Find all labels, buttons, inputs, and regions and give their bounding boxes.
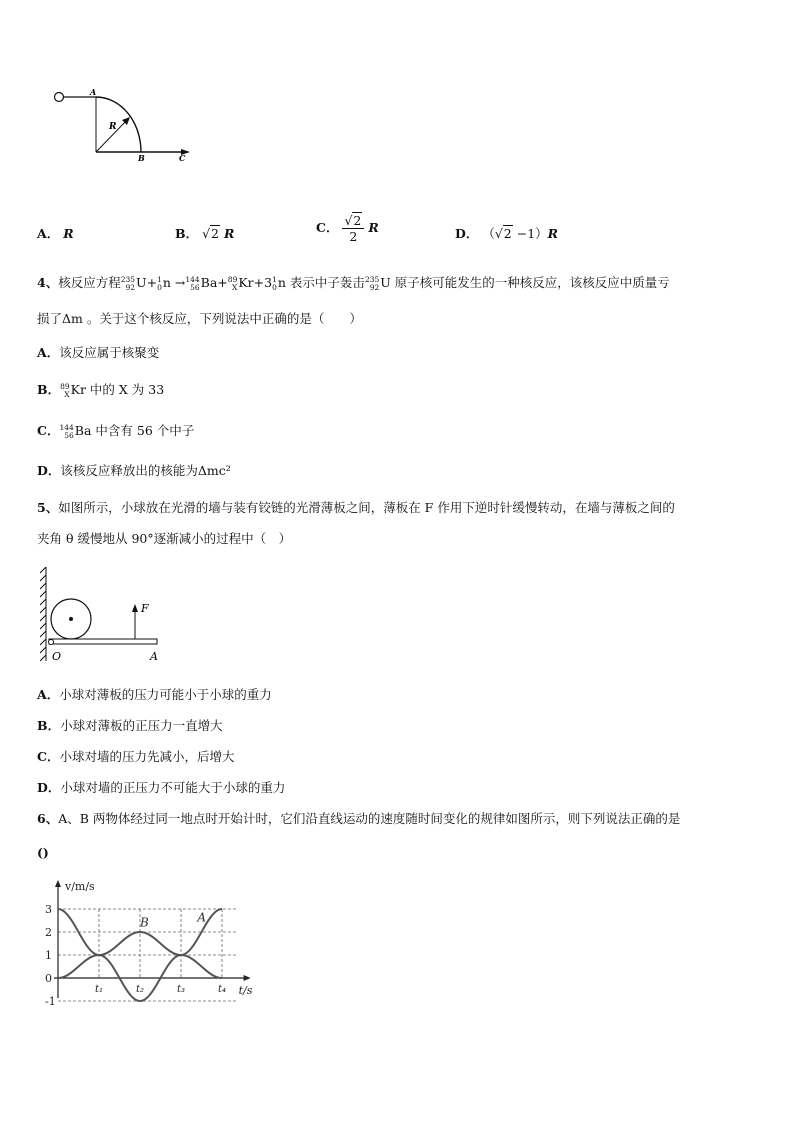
q3-ball xyxy=(55,93,64,102)
y-tick-label: 0 xyxy=(45,972,52,985)
y-axis-arrow xyxy=(55,880,61,887)
q3-option-d[interactable] xyxy=(455,224,558,242)
q3-option-d-value: （√2 −1）R xyxy=(482,226,559,241)
q4-stem-a: 表示中子轰击 xyxy=(289,275,365,290)
option-letter: B． xyxy=(37,382,61,397)
q5-hinge xyxy=(49,640,54,645)
q5-option-b[interactable] xyxy=(37,718,223,734)
q5-option-c[interactable] xyxy=(37,749,234,765)
q6-stem-text1: A、B 两物体经过同一地点时开始计时，它们沿直线运动的速度随时间变化的规律如图所示，则下列说法正确的是 xyxy=(58,811,681,826)
series-a-label: A xyxy=(197,910,207,925)
option-letter: D． xyxy=(37,463,61,478)
q5-stem-line2 xyxy=(37,531,291,547)
q4-option-d[interactable] xyxy=(37,463,231,479)
y-axis-label: v/m/s xyxy=(65,880,95,893)
q3-option-b[interactable] xyxy=(175,224,234,242)
q5-wall-hatching xyxy=(40,567,46,661)
x-axis-arrow xyxy=(244,975,251,981)
q5-board xyxy=(49,639,157,644)
q6-number: 6、 xyxy=(37,811,59,826)
q5-label-o: O xyxy=(52,650,62,663)
option-text: 中含有 56 个中子 xyxy=(95,423,195,438)
series-b-label: B xyxy=(140,915,149,930)
q6-stem-line1 xyxy=(37,811,680,827)
option-letter: C． xyxy=(37,749,60,764)
x-tick-label: t₄ xyxy=(218,984,227,995)
option-letter: C． xyxy=(37,423,60,438)
option-letter: A． xyxy=(37,345,60,360)
option-letter: B． xyxy=(175,226,199,241)
option-letter: A． xyxy=(37,226,60,241)
x-tick-label: t₁ xyxy=(95,984,104,995)
q5-label-f: F xyxy=(141,602,149,615)
option-letter: B． xyxy=(37,718,61,733)
q3-option-a[interactable] xyxy=(37,224,74,242)
q5-number: 5、 xyxy=(37,500,59,515)
y-tick-label: 2 xyxy=(45,926,52,939)
q3-option-c[interactable] xyxy=(316,213,379,244)
q4-stem-line1: 4、核反应方程235 92U+1 0n →144 56Ba+89 XKr+31 0n 表示中子轰击235 92U 原子核可能发生的一种核反应，该核反应中质量亏 xyxy=(37,274,670,292)
option-letter: D． xyxy=(37,780,61,795)
q3-figure xyxy=(50,85,200,165)
q4-option-a[interactable] xyxy=(37,345,159,361)
x-tick-label: t₃ xyxy=(177,984,186,995)
q5-option-d[interactable] xyxy=(37,780,285,796)
q5-stem-text2: 夹角 θ 缓慢地从 90°逐渐减小的过程中（ ） xyxy=(37,531,292,546)
q4-equation: 235 92U+1 0n →144 56Ba+89 XKr+31 0n xyxy=(120,274,286,292)
option-text: 小球对墙的正压力不可能大于小球的重力 xyxy=(60,780,286,795)
q5-label-a: A xyxy=(150,650,158,663)
option-letter: A． xyxy=(37,687,60,702)
y-tick-label: 1 xyxy=(45,949,52,962)
q3-option-c-value: $\frac{√2}{2}$ R xyxy=(344,213,379,244)
q3-label-b: B xyxy=(138,153,145,163)
q6-stem-text2: () xyxy=(37,845,49,860)
q4-stem-b: 原子核可能发生的一种核反应，该核反应中质量亏 xyxy=(394,275,670,290)
q3-option-a-value: R xyxy=(63,226,74,241)
q3-option-b-value: √2 R xyxy=(202,226,235,241)
q4-option-c[interactable]: C．144 56Ba 中含有 56 个中子 xyxy=(37,422,195,440)
q5-stem-text1: 如图所示，小球放在光滑的墙与装有铰链的光滑薄板之间，薄板在 F 作用下逆时针缓慢转动，在墙与薄板之间的 xyxy=(58,500,675,515)
q6-vt-chart xyxy=(38,878,278,1018)
q4-stem-line2 xyxy=(37,311,362,327)
option-text: 该核反应释放出的核能为Δmc² xyxy=(60,463,231,478)
y-tick-label: 3 xyxy=(45,903,52,916)
q4-stem-c: 损了Δm 。关于这个核反应，下列说法中正确的是（ ） xyxy=(37,311,362,326)
q3-arc xyxy=(96,97,141,152)
option-letter: C． xyxy=(316,220,339,235)
option-text: 小球对薄板的正压力一直增大 xyxy=(60,718,223,733)
q5-option-a[interactable] xyxy=(37,687,272,703)
q3-label-a: A xyxy=(90,87,97,97)
option-text: 中的 X 为 33 xyxy=(89,382,165,397)
q3-label-r: R xyxy=(109,122,117,132)
option-text: 小球对墙的压力先减小，后增大 xyxy=(59,749,235,764)
option-text: 小球对薄板的压力可能小于小球的重力 xyxy=(59,687,272,702)
q5-stem-line1 xyxy=(37,500,675,516)
q3-label-c: C xyxy=(179,153,186,163)
x-tick-label: t₂ xyxy=(136,984,145,995)
q6-stem-line2 xyxy=(37,845,49,861)
y-tick-label: -1 xyxy=(45,995,56,1008)
option-letter: D． xyxy=(455,226,479,241)
x-axis-label: t/s xyxy=(238,984,253,997)
option-text: 该反应属于核聚变 xyxy=(59,345,160,360)
q4-number: 4、 xyxy=(37,275,59,290)
q5-figure xyxy=(40,565,165,665)
q4-option-b[interactable]: B．89 XKr 中的 X 为 33 xyxy=(37,381,165,399)
